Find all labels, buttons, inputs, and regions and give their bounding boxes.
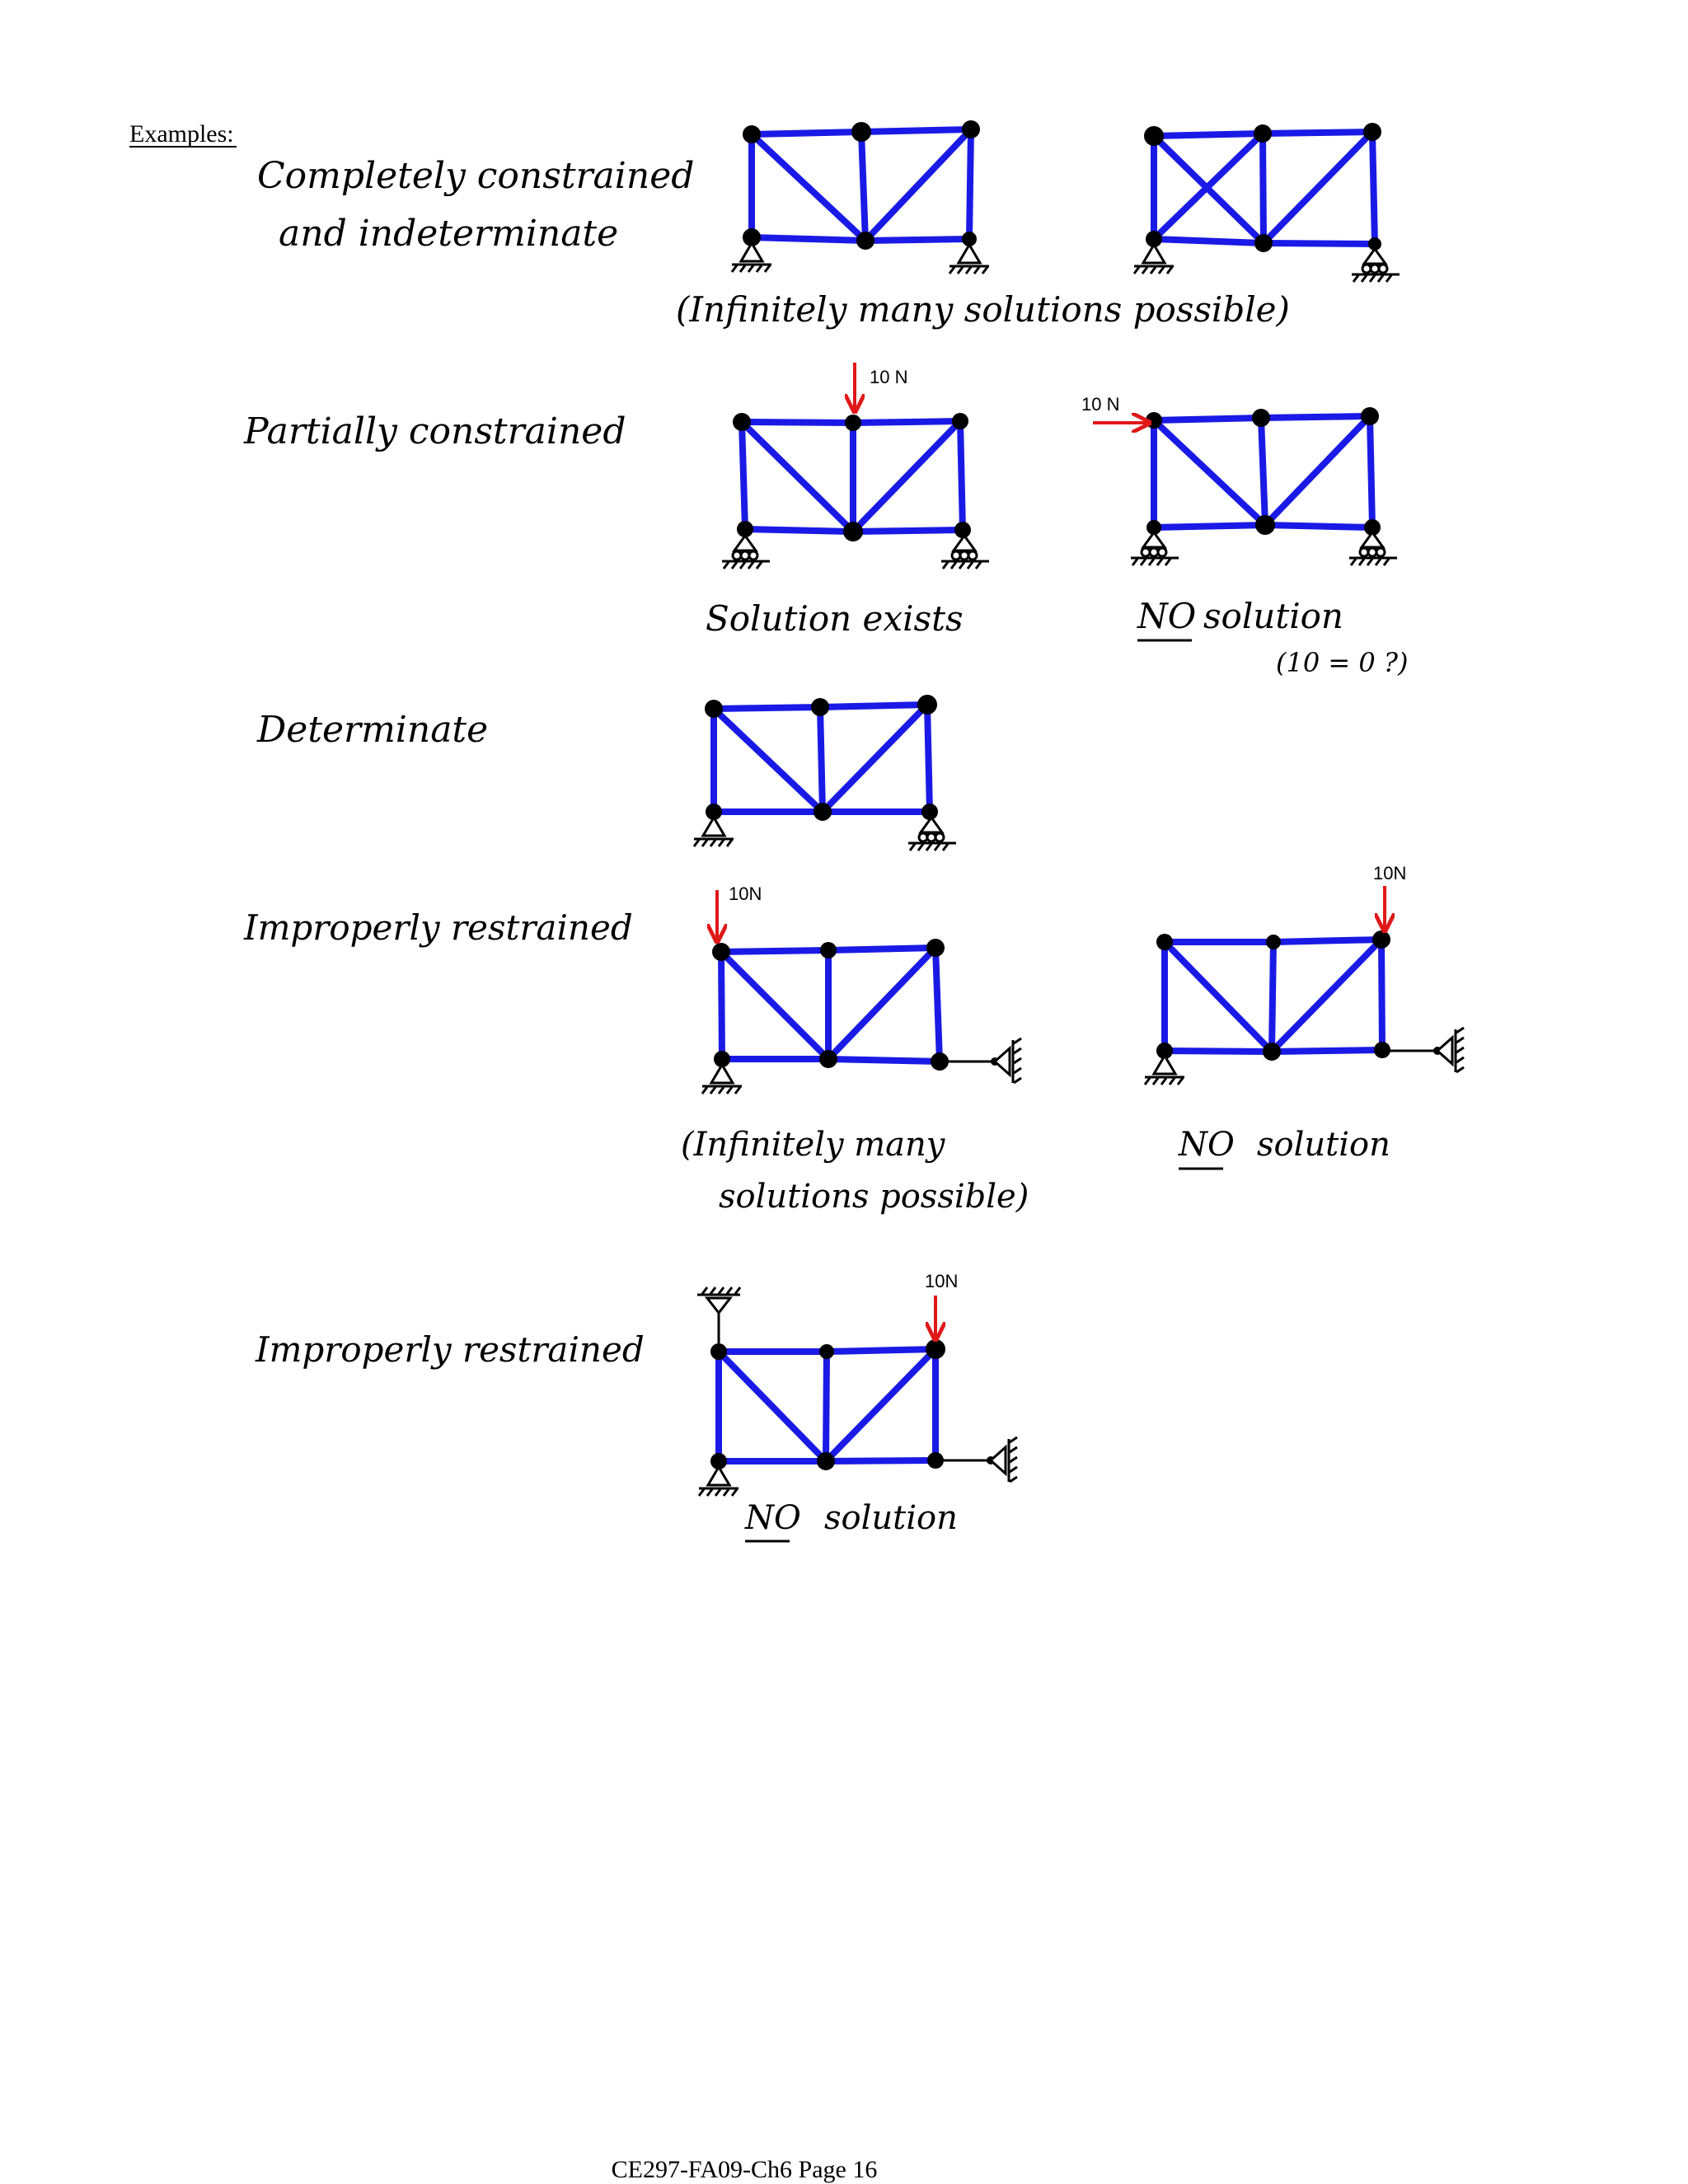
row4-caption-rest: solution: [1257, 1126, 1390, 1164]
row-determinate: [256, 695, 956, 851]
row2-caption-sub: (10 = 0 ?): [1276, 647, 1409, 678]
row4-caption-left-line1: (Infinitely many: [681, 1126, 945, 1164]
truss-2a: [722, 363, 989, 569]
truss-2b: [1081, 394, 1397, 565]
row1-label-line2: and indeterminate: [279, 213, 619, 255]
load-label: 10 N: [1081, 394, 1120, 415]
link-support: [1388, 1028, 1464, 1072]
pin-support: [1134, 245, 1174, 274]
load-label: 10N: [729, 883, 762, 904]
load-label: 10 N: [870, 367, 908, 387]
row5-label-line1: Improperly restrained: [256, 1329, 645, 1370]
roller-support: [722, 536, 770, 569]
truss-4b: [1145, 863, 1464, 1085]
roller-support: [941, 536, 989, 569]
row2-label-line1: Partially constrained: [244, 410, 626, 452]
row2-caption-left: Solution exists: [706, 598, 964, 639]
row5-caption-emph: NO: [745, 1499, 801, 1537]
truss-3: [694, 695, 956, 851]
row1-caption: (Infinitely many solutions possible): [676, 289, 1290, 330]
row4-label-line1: Improperly restrained: [244, 907, 633, 948]
roller-support: [1131, 532, 1179, 565]
row5-caption-rest: solution: [824, 1499, 958, 1537]
row-completely-constrained: [257, 120, 1400, 330]
hanging-support: [697, 1287, 740, 1346]
pin-support: [694, 818, 734, 846]
row1-label-line1: Completely constrained: [257, 155, 695, 197]
truss-5: [697, 1271, 1017, 1496]
row4-caption-emph: NO: [1179, 1126, 1235, 1164]
row-partially-constrained: [243, 363, 1409, 678]
row2-caption-rest: solution: [1203, 596, 1343, 636]
page-footer: CE297-FA09-Ch6 Page 16: [611, 2156, 878, 2183]
truss-4a: [702, 883, 1021, 1094]
roller-support: [908, 818, 956, 851]
pin-support: [950, 245, 989, 274]
truss-1b: [1134, 123, 1400, 282]
examples-label: Examples:: [129, 120, 234, 148]
load-label: 10N: [925, 1271, 959, 1291]
row4-caption-left-line2: solutions possible): [719, 1178, 1029, 1216]
pin-support: [702, 1065, 742, 1094]
roller-support: [1349, 532, 1397, 565]
pin-support: [1145, 1056, 1184, 1085]
pin-support: [699, 1467, 738, 1496]
row3-label-line1: Determinate: [257, 709, 489, 751]
link-support: [941, 1437, 1017, 1482]
truss-1a: [732, 120, 989, 274]
row-improperly-restrained-1: [243, 863, 1464, 1216]
row-improperly-restrained-2: [255, 1271, 1017, 1541]
pin-support: [732, 243, 771, 272]
link-support: [945, 1038, 1021, 1083]
roller-support: [1352, 249, 1400, 282]
row2-caption-emph: NO: [1137, 596, 1197, 636]
load-label: 10N: [1373, 863, 1407, 883]
